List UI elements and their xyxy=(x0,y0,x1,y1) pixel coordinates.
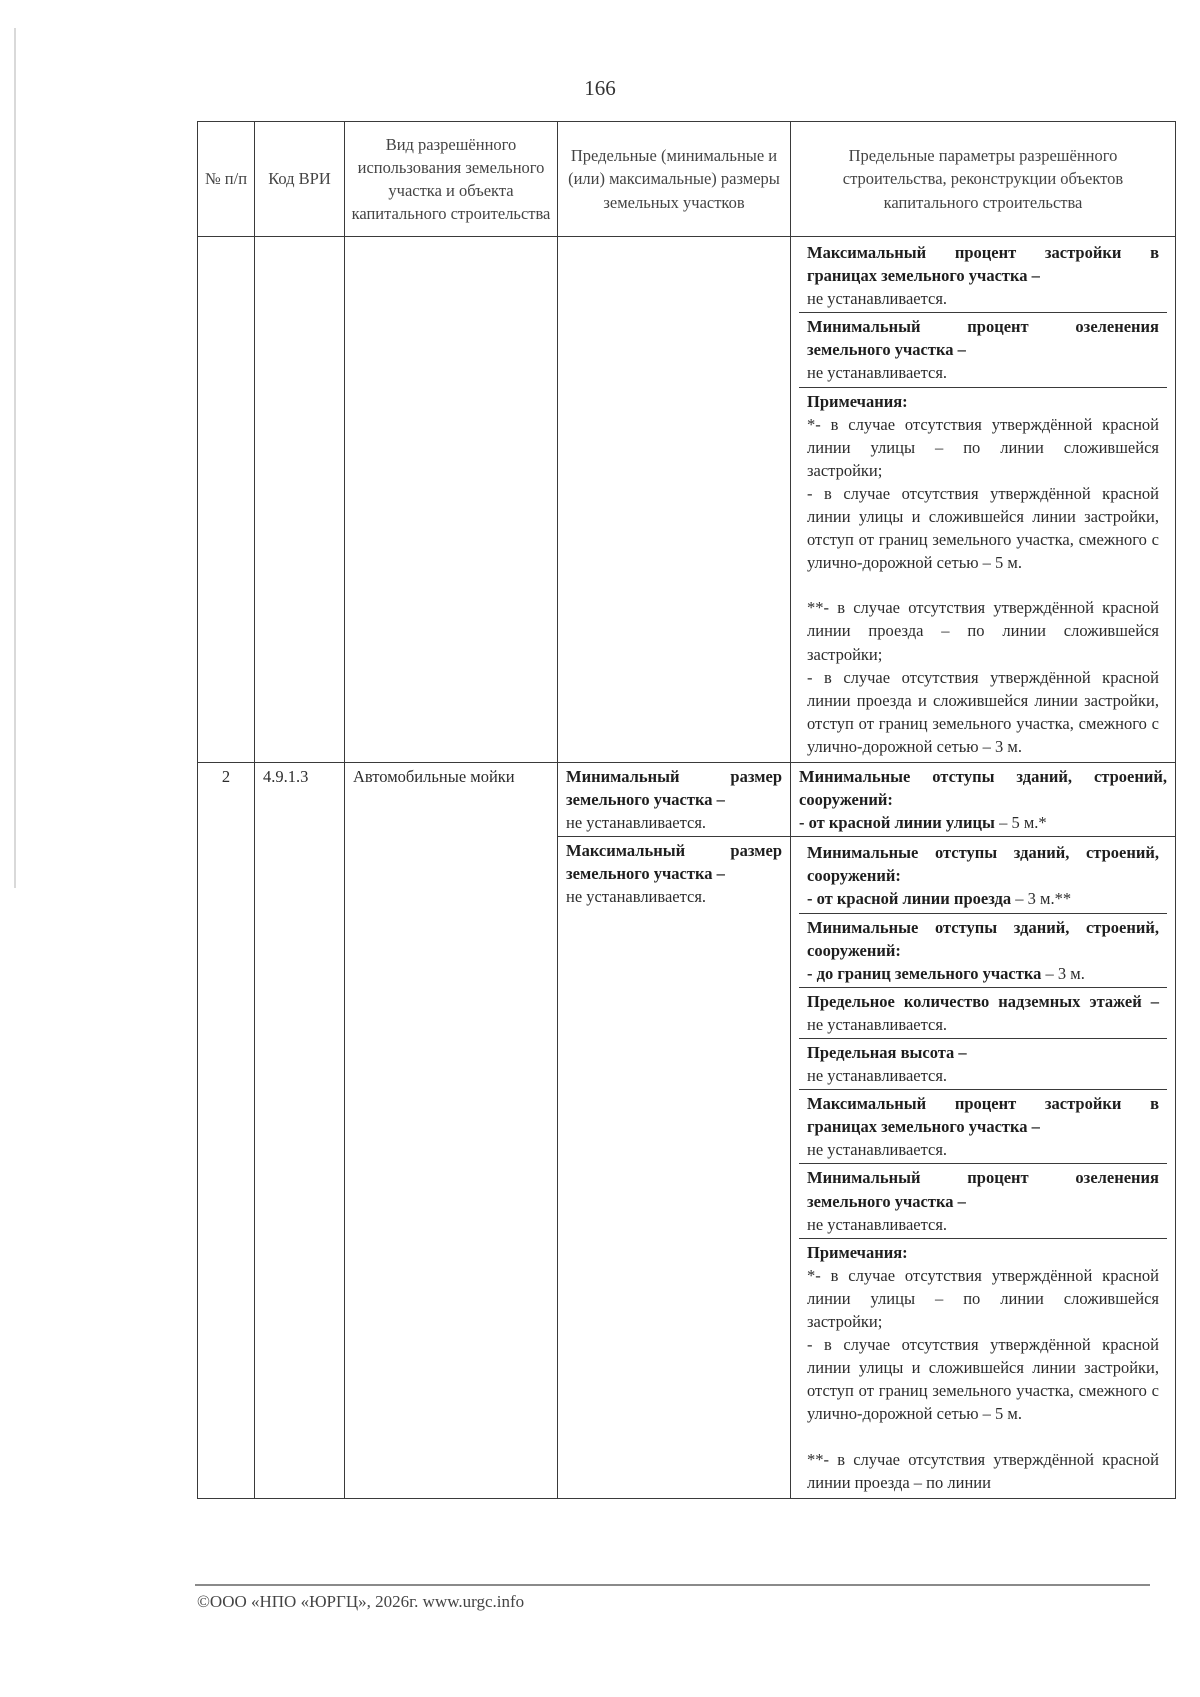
size-label: Максимальный размер земельного участка – xyxy=(566,841,782,884)
cell-params xyxy=(791,237,1176,763)
param-label: Минимальные отступы зданий, строений, сооружений: xyxy=(807,843,1159,886)
table-header-row xyxy=(198,122,1176,237)
param-value: не устанавливается. xyxy=(807,1140,948,1160)
param-height xyxy=(799,1039,1167,1090)
notes-title: Примечания: xyxy=(807,391,908,411)
footer-copyright: ©ООО «НПО «ЮРГЦ», 2026г. www.urgc.info xyxy=(197,1592,525,1611)
param-label: Минимальные отступы зданий, строений, сооружений: xyxy=(807,917,1159,960)
size-label: Минимальный размер земельного участка – xyxy=(566,766,782,810)
note-paragraph: **- в случае отсутствия утверждённой красной линии проезда – по линии xyxy=(807,1449,1159,1492)
notes-title: Примечания: xyxy=(807,1242,908,1262)
param-label: Максимальный процент застройки в границах земельного участка – xyxy=(807,1094,1159,1137)
note-paragraph: - в случае отсутствия утверждённой красной линии улицы и сложившейся линии застройки, отступ от границ земельного участка, смежного с улично-дорожной сетью – 5 м. xyxy=(807,1335,1159,1424)
row2-num: 2 xyxy=(198,762,255,1498)
header-code: Код ВРИ xyxy=(255,122,345,237)
cell-code xyxy=(255,237,345,763)
param-floors xyxy=(799,988,1167,1039)
param-label-detail: - до границ земельного участка xyxy=(807,963,1042,983)
param-value: не устанавливается. xyxy=(807,363,948,383)
param-value: не устанавливается. xyxy=(807,1014,948,1034)
param-passage-setback xyxy=(799,839,1167,913)
row2-size-max xyxy=(558,837,791,1498)
table-row-2-a xyxy=(198,762,1176,836)
note-paragraph: **- в случае отсутствия утверждённой красной линии проезда – по линии сложившейся застройки; xyxy=(807,598,1159,664)
param-label: Минимальный процент озеленения земельного участка – xyxy=(807,1168,1159,1211)
param-label: Предельная высота – xyxy=(807,1043,967,1062)
cell-size xyxy=(558,237,791,763)
scan-edge-mark xyxy=(14,28,16,888)
param-value: не устанавливается. xyxy=(807,289,948,309)
param-label-detail: - от красной линии улицы xyxy=(799,813,995,833)
size-value: не устанавливается. xyxy=(566,813,707,833)
row2-param-street-setback xyxy=(791,762,1176,836)
cell-type xyxy=(345,237,558,763)
header-num: № п/п xyxy=(198,122,255,237)
param-label-detail: - от красной линии проезда xyxy=(807,889,1012,909)
param-label: Минимальные отступы зданий, строений, сооружений: xyxy=(799,766,1167,810)
param-value: – 3 м.** xyxy=(1011,889,1072,909)
header-type: Вид разрешённого использования земельного участка и объекта капитального строительства xyxy=(345,122,558,237)
notes-block xyxy=(799,1239,1167,1496)
notes-block xyxy=(799,388,1167,760)
header-size: Предельные (минимальные и (или) максимальные) размеры земельных участков xyxy=(558,122,791,237)
param-label: Максимальный процент застройки в границах земельного участка – xyxy=(807,243,1159,286)
param-min-green-percent xyxy=(799,1164,1167,1238)
param-value: – 5 м.* xyxy=(994,813,1047,833)
param-label: Минимальный процент озеленения земельного участка – xyxy=(807,317,1159,360)
param-min-green-percent xyxy=(799,313,1167,387)
param-value: не устанавливается. xyxy=(807,1066,948,1086)
note-paragraph: - в случае отсутствия утверждённой красной линии проезда и сложившейся линии застройки, отступ от границ земельного участка, смежного с улично-дорожной сетью – 3 м. xyxy=(807,667,1159,756)
row2-size-min xyxy=(558,762,791,836)
param-max-build-percent xyxy=(799,1090,1167,1164)
header-params: Предельные параметры разрешённого строительства, реконструкции объектов капитального строительства xyxy=(791,122,1176,237)
param-value: – 3 м. xyxy=(1041,963,1085,983)
param-max-build-percent xyxy=(799,239,1167,313)
param-label: Предельное количество надземных этажей – xyxy=(807,991,1159,1011)
param-boundary-setback xyxy=(799,914,1167,988)
note-paragraph: - в случае отсутствия утверждённой красной линии улицы и сложившейся линии застройки, отступ от границ земельного участка, смежного с улично-дорожной сетью – 5 м. xyxy=(807,483,1159,573)
table-row-continued xyxy=(198,237,1176,763)
note-paragraph: *- в случае отсутствия утверждённой красной линии улицы – по линии сложившейся застройки; xyxy=(807,1265,1159,1332)
size-value: не устанавливается. xyxy=(566,887,707,907)
regulations-table xyxy=(197,121,1176,1499)
note-paragraph: *- в случае отсутствия утверждённой красной линии улицы – по линии сложившейся застройки; xyxy=(807,414,1159,480)
page-number: 166 xyxy=(584,76,616,100)
cell-num xyxy=(198,237,255,763)
footer-divider xyxy=(195,1584,1150,1586)
row2-type: Автомобильные мойки xyxy=(345,762,558,1498)
param-value: не устанавливается. xyxy=(807,1214,948,1234)
row2-code: 4.9.1.3 xyxy=(255,762,345,1498)
row2-params xyxy=(791,837,1176,1498)
